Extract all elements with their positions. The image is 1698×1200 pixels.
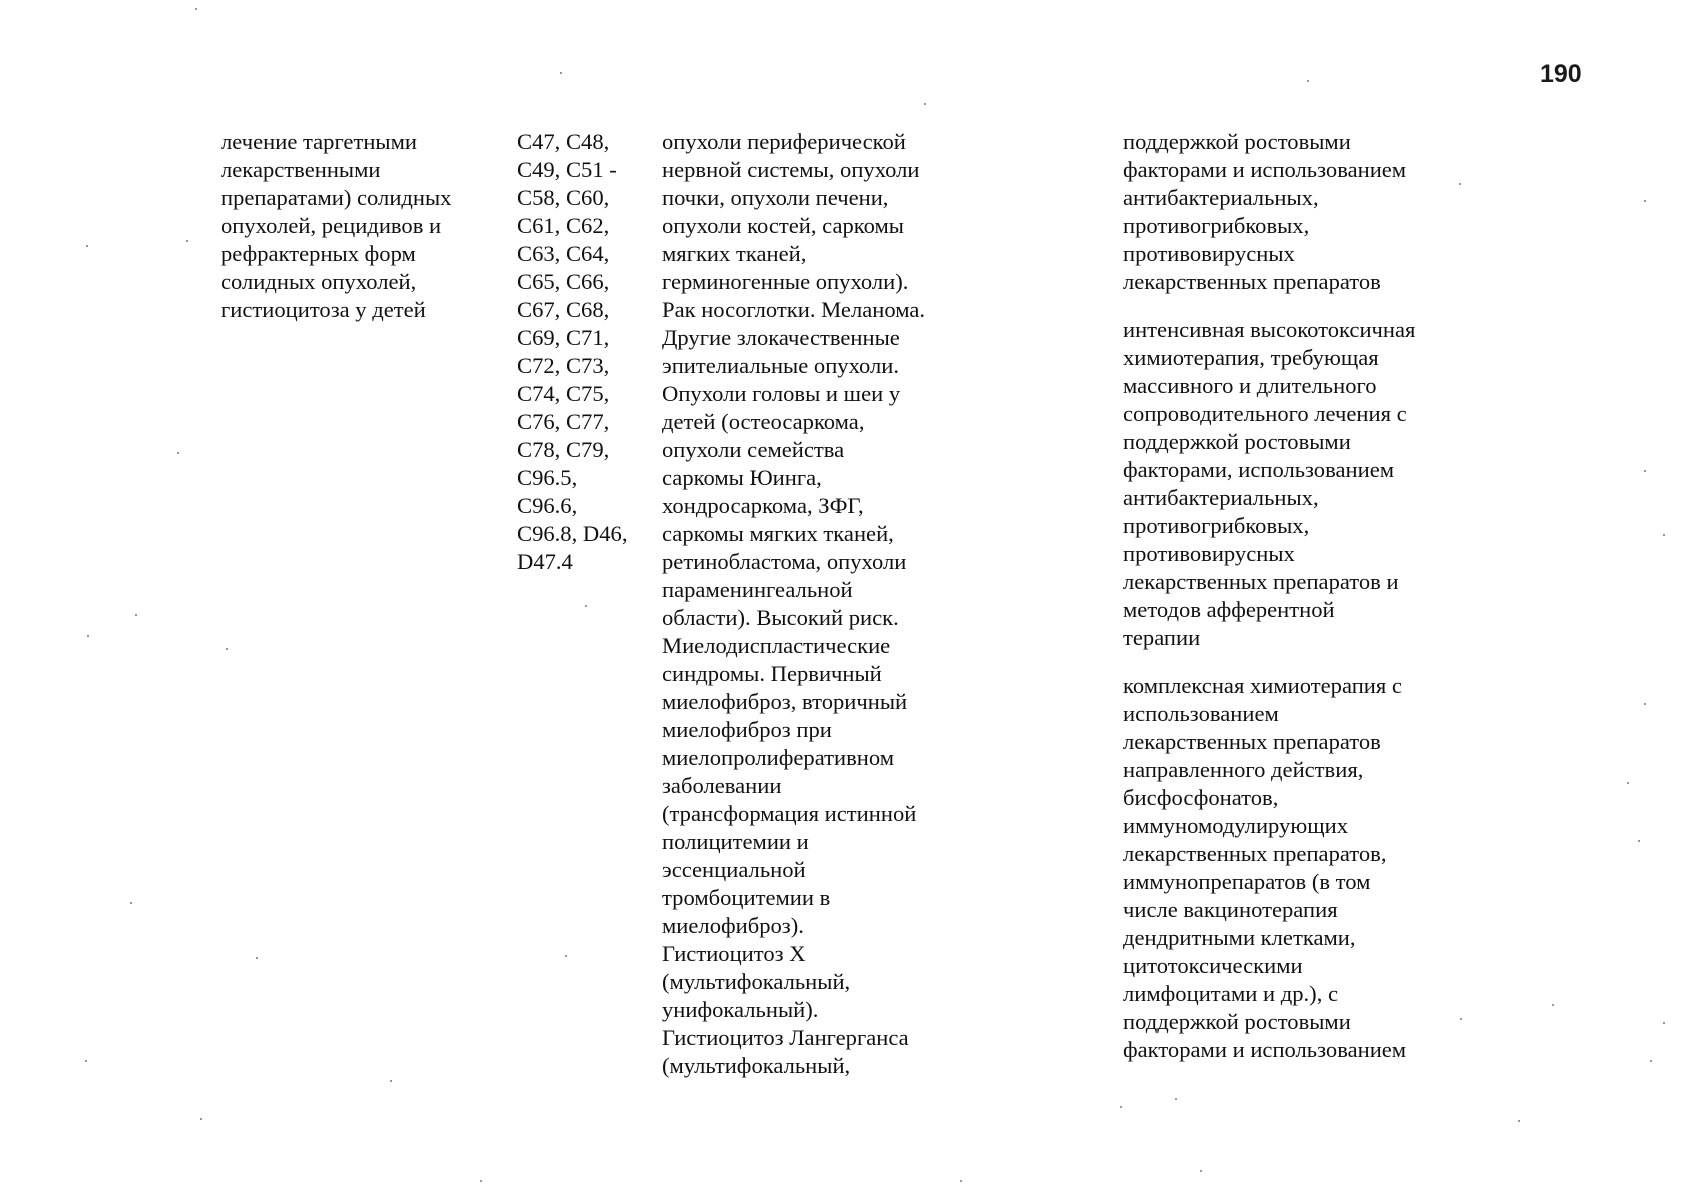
treatment-description-line: цитотоксическими: [1123, 953, 1303, 978]
scan-speck: [135, 614, 137, 616]
scan-speck: [1552, 1004, 1554, 1006]
treatment-method-line: лечение таргетными: [221, 129, 417, 154]
treatment-method-line: солидных опухолей,: [221, 269, 417, 294]
treatment-method-column: [221, 128, 451, 324]
icd-code-line: C76, C77,: [517, 409, 610, 434]
treatment-method-line: рефрактерных форм: [221, 241, 416, 266]
diagnosis-line: саркомы Юинга,: [662, 465, 822, 490]
icd-code-line: C63, C64,: [517, 241, 610, 266]
treatment-description-line: лекарственных препаратов: [1123, 269, 1381, 294]
treatment-description-line: противовирусных: [1123, 241, 1295, 266]
scan-speck: [1307, 80, 1309, 82]
icd-code-line: C96.8, D46,: [517, 521, 628, 546]
diagnosis-line: почки, опухоли печени,: [662, 185, 889, 210]
treatment-description-line: массивного и длительного: [1123, 373, 1377, 398]
treatment-description-line: сопроводительного лечения с: [1123, 401, 1407, 426]
diagnosis-line: ретинобластома, опухоли: [662, 549, 907, 574]
diagnosis-line: нервной системы, опухоли: [662, 157, 920, 182]
scan-speck: [1120, 1106, 1122, 1108]
diagnosis-column: [662, 128, 925, 1080]
scan-speck: [1460, 1018, 1462, 1020]
scan-speck: [1627, 782, 1629, 784]
treatment-description-line: противовирусных: [1123, 541, 1295, 566]
icd-code-line: C69, C71,: [517, 325, 610, 350]
scan-speck: [1644, 200, 1646, 202]
scan-speck: [1638, 840, 1640, 842]
treatment-description-line: лекарственных препаратов: [1123, 729, 1381, 754]
treatment-description-line: факторами и использованием: [1123, 157, 1407, 182]
diagnosis-line: (мультифокальный,: [662, 1053, 851, 1078]
diagnosis-line: полицитемии и: [662, 829, 809, 854]
treatment-description-line: иммуномодулирующих: [1123, 813, 1349, 838]
treatment-description-line: дендритными клетками,: [1123, 925, 1356, 950]
treatment-description-line: методов афферентной: [1123, 597, 1335, 622]
diagnosis-line: Другие злокачественные: [662, 325, 900, 350]
treatment-description-line: иммунопрепаратов (в том: [1123, 869, 1371, 894]
diagnosis-line: опухоли семейства: [662, 437, 845, 462]
icd-code-line: C72, C73,: [517, 353, 610, 378]
treatment-description-line: антибактериальных,: [1123, 185, 1319, 210]
treatment-description-line: лимфоцитами и др.), с: [1123, 981, 1339, 1006]
scan-speck: [1644, 470, 1646, 472]
icd-code-line: C78, C79,: [517, 437, 610, 462]
treatment-description-line: поддержкой ростовыми: [1123, 429, 1351, 454]
scan-speck: [1663, 1022, 1665, 1024]
diagnosis-line: Миелодиспластические: [662, 633, 891, 658]
scan-speck: [585, 605, 587, 607]
icd-code-line: C61, C62,: [517, 213, 610, 238]
scan-speck: [560, 72, 562, 74]
diagnosis-line: синдромы. Первичный: [662, 661, 882, 686]
scan-speck: [1200, 1170, 1202, 1172]
scan-speck: [87, 635, 89, 637]
diagnosis-line: области). Высокий риск.: [662, 605, 899, 630]
scan-speck: [1175, 1098, 1177, 1100]
scan-speck: [390, 1080, 392, 1082]
diagnosis-line: (мультифокальный,: [662, 969, 851, 994]
treatment-description-line: поддержкой ростовыми: [1123, 1009, 1351, 1034]
icd-code-line: C67, C68,: [517, 297, 610, 322]
treatment-description-paragraph: [1123, 128, 1415, 296]
diagnosis-line: параменингеальной: [662, 577, 853, 602]
diagnosis-line: детей (остеосаркома,: [662, 409, 865, 434]
diagnosis-line: Гистиоцитоз X: [662, 941, 806, 966]
treatment-method-line: гистиоцитоза у детей: [221, 297, 426, 322]
scan-speck: [86, 245, 88, 247]
treatment-description-line: интенсивная высокотоксичная: [1123, 317, 1416, 342]
icd-codes-column: [517, 128, 627, 576]
treatment-description-line: лекарственных препаратов и: [1123, 569, 1399, 594]
diagnosis-line: эссенциальной: [662, 857, 806, 882]
scan-speck: [1644, 703, 1646, 705]
icd-code-line: C58, C60,: [517, 185, 610, 210]
treatment-description-line: антибактериальных,: [1123, 485, 1319, 510]
scan-speck: [226, 648, 228, 650]
treatment-description-line: поддержкой ростовыми: [1123, 129, 1351, 154]
diagnosis-line: хондросаркома, ЗФГ,: [662, 493, 864, 518]
scan-speck: [256, 957, 258, 959]
treatment-description-line: лекарственных препаратов,: [1123, 841, 1387, 866]
treatment-description-line: противогрибковых,: [1123, 513, 1310, 538]
scan-speck: [960, 1180, 962, 1182]
diagnosis-line: саркомы мягких тканей,: [662, 521, 894, 546]
treatment-description-line: бисфосфонатов,: [1123, 785, 1279, 810]
scan-speck: [1663, 534, 1665, 536]
treatment-description-line: факторами, использованием: [1123, 457, 1395, 482]
diagnosis-line: (трансформация истинной: [662, 801, 917, 826]
treatment-description-line: использованием: [1123, 701, 1279, 726]
scan-speck: [130, 902, 132, 904]
page-number: 190: [1540, 60, 1582, 88]
scan-speck: [1650, 1060, 1652, 1062]
treatment-method-line: опухолей, рецидивов и: [221, 213, 442, 238]
diagnosis-line: заболевании: [662, 773, 782, 798]
icd-code-line: C47, C48,: [517, 129, 610, 154]
treatment-description-paragraph: [1123, 672, 1415, 1064]
scan-speck: [924, 103, 926, 105]
scan-speck: [85, 1060, 87, 1062]
diagnosis-line: опухоли костей, саркомы: [662, 213, 904, 238]
diagnosis-line: унифокальный).: [662, 997, 819, 1022]
diagnosis-line: тромбоцитемии в: [662, 885, 831, 910]
diagnosis-line: Гистиоцитоз Лангерганса: [662, 1025, 909, 1050]
treatment-method-line: препаратами) солидных: [221, 185, 452, 210]
diagnosis-line: миелофиброз).: [662, 913, 804, 938]
scan-speck: [1459, 183, 1461, 185]
diagnosis-line: эпителиальные опухоли.: [662, 353, 900, 378]
diagnosis-line: миелофиброз, вторичный: [662, 689, 908, 714]
treatment-description-line: числе вакцинотерапия: [1123, 897, 1338, 922]
treatment-description-line: противогрибковых,: [1123, 213, 1310, 238]
scan-speck: [480, 1180, 482, 1182]
treatment-description-line: факторами и использованием: [1123, 1037, 1407, 1062]
treatment-description-paragraph: [1123, 316, 1415, 652]
scan-speck: [195, 8, 197, 10]
diagnosis-line: Рак носоглотки. Меланома.: [662, 297, 926, 322]
diagnosis-line: опухоли периферической: [662, 129, 906, 154]
icd-code-line: C49, C51 -: [517, 157, 617, 182]
icd-code-line: C74, C75,: [517, 381, 610, 406]
diagnosis-line: миелопролиферативном: [662, 745, 895, 770]
icd-code-line: C65, C66,: [517, 269, 610, 294]
treatment-description-line: комплексная химиотерапия с: [1123, 673, 1402, 698]
scan-speck: [200, 1118, 202, 1120]
scan-speck: [186, 240, 188, 242]
icd-code-line: C96.5,: [517, 465, 578, 490]
diagnosis-line: мягких тканей,: [662, 241, 807, 266]
icd-code-line: C96.6,: [517, 493, 578, 518]
scan-speck: [1518, 1120, 1520, 1122]
scan-speck: [565, 955, 567, 957]
diagnosis-line: Опухоли головы и шеи у: [662, 381, 901, 406]
treatment-description-line: терапии: [1123, 625, 1201, 650]
icd-code-line: D47.4: [517, 549, 573, 574]
diagnosis-line: миелофиброз при: [662, 717, 832, 742]
diagnosis-line: герминогенные опухоли).: [662, 269, 909, 294]
treatment-description-column: [1123, 128, 1415, 1064]
scan-speck: [177, 452, 179, 454]
treatment-description-line: химиотерапия, требующая: [1123, 345, 1379, 370]
treatment-description-line: направленного действия,: [1123, 757, 1364, 782]
treatment-method-line: лекарственными: [221, 157, 381, 182]
